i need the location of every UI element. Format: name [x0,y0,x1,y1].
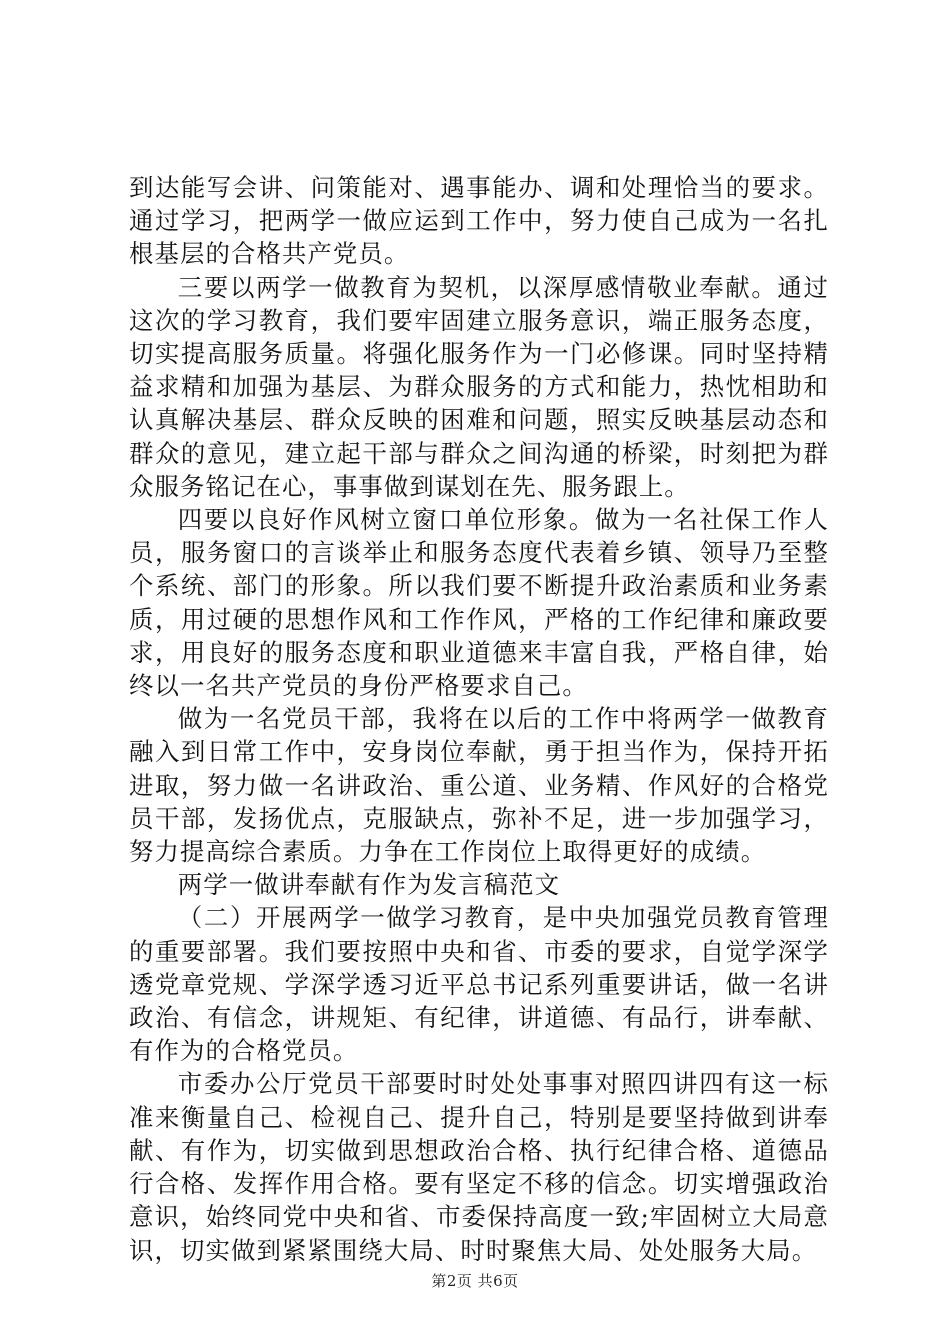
paragraph: 市委办公厅党员干部要时时处处事事对照四讲四有这一标准来衡量自己、检视自己、提升自己，特别是要坚持做到讲奉献、有作为，切实做到思想政治合格、执行纪律合格、道德品行合格、发挥作用合格。要有坚定不移的信念。切实增强政治意识，始终同党中央和省、市委保持高度一致;牢固树立大局意识，切实做到紧紧围绕大局、时时聚焦大局、处处服务大局。 [129,1069,829,1265]
page-number-footer: 第2页 共6页 [431,1272,519,1290]
paragraph: 三要以两学一做教育为契机，以深厚感情敬业奉献。通过这次的学习教育，我们要牢固建立服务意识，端正服务态度，切实提高服务质量。将强化服务作为一门必修课。同时坚持精益求精和加强为基层、为群众服务的方式和能力，热忱相助和认真解决基层、群众反映的困难和问题，照实反映基层动态和群众的意见，建立起干部与群众之间沟通的桥梁，时刻把为群众服务铭记在心，事事做到谋划在先、服务跟上。 [129,272,829,501]
document-body [129,171,829,1267]
section-heading: 两学一做讲奉献有作为发言稿范文 [177,870,561,900]
paragraph: 做为一名党员干部，我将在以后的工作中将两学一做教育融入到日常工作中，安身岗位奉献，勇于担当作为，保持开拓进取，努力做一名讲政治、重公道、业务精、作风好的合格党员干部，发扬优点，克服缺点，弥补不足，进一步加强学习，努力提高综合素质。力争在工作岗位上取得更好的成绩。 [129,704,829,867]
paragraph: （二）开展两学一做学习教育，是中央加强党员教育管理的重要部署。我们要按照中央和省、市委的要求，自觉学深学透党章党规、学深学透习近平总书记系列重要讲话，做一名讲政治、有信念，讲规矩、有纪律，讲道德、有品行，讲奉献、有作为的合格党员。 [129,903,829,1066]
paragraph: 四要以良好作风树立窗口单位形象。做为一名社保工作人员，服务窗口的言谈举止和服务态度代表着乡镇、领导乃至整个系统、部门的形象。所以我们要不断提升政治素质和业务素质，用过硬的思想作风和工作作风，严格的工作纪律和廉政要求，用良好的服务态度和职业道德来丰富自我，严格自律，始终以一名共产党员的身份严格要求自己。 [129,505,829,701]
paragraph: 到达能写会讲、问策能对、遇事能办、调和处理恰当的要求。通过学习，把两学一做应运到工作中，努力使自己成为一名扎根基层的合格共产党员。 [129,173,829,269]
